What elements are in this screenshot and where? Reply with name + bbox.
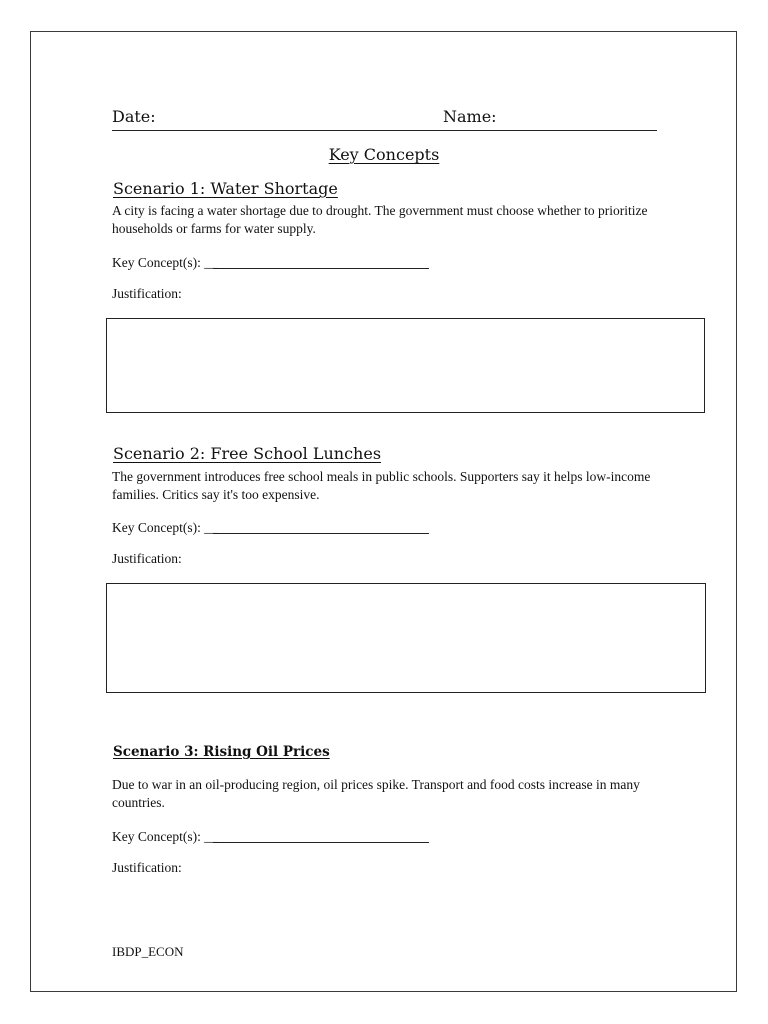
name-label: Name: xyxy=(443,107,497,126)
scenario-3-key-concept-line[interactable] xyxy=(213,842,429,843)
scenario-1-justification-label: Justification: xyxy=(112,286,182,301)
scenario-2-heading: Scenario 2: Free School Lunches xyxy=(113,444,382,463)
scenario-2-justification-label: Justification: xyxy=(112,551,182,566)
scenario-3-key-concept-label: Key Concept(s): __ xyxy=(112,829,218,844)
page-title: Key Concepts xyxy=(328,145,440,164)
footer-code: IBDP_ECON xyxy=(112,944,184,959)
scenario-3-description: Due to war in an oil-producing region, oil prices spike. Transport and food costs increase in many countries. xyxy=(112,777,640,810)
date-label: Date: xyxy=(112,107,156,126)
scenario-1-answer-box[interactable] xyxy=(106,318,705,413)
scenario-2-description: The government introduces free school meals in public schools. Supporters say it helps low-income families. Critics say it's too expensive. xyxy=(112,469,651,502)
scenario-1-description: A city is facing a water shortage due to drought. The government must choose whether to prioritize households or farms for water supply. xyxy=(112,203,648,236)
scenario-1-key-concept-label: Key Concept(s): __ xyxy=(112,255,218,270)
page-border xyxy=(30,31,737,992)
scenario-3-heading: Scenario 3: Rising Oil Prices xyxy=(113,744,330,760)
header-rule xyxy=(112,130,657,131)
scenario-2-key-concept-line[interactable] xyxy=(213,533,429,534)
scenario-3-justification-label: Justification: xyxy=(112,860,182,875)
scenario-1-heading: Scenario 1: Water Shortage xyxy=(113,179,338,198)
scenario-1-key-concept-line[interactable] xyxy=(213,268,429,269)
scenario-2-key-concept-label: Key Concept(s): __ xyxy=(112,520,218,535)
scenario-2-answer-box[interactable] xyxy=(106,583,706,693)
